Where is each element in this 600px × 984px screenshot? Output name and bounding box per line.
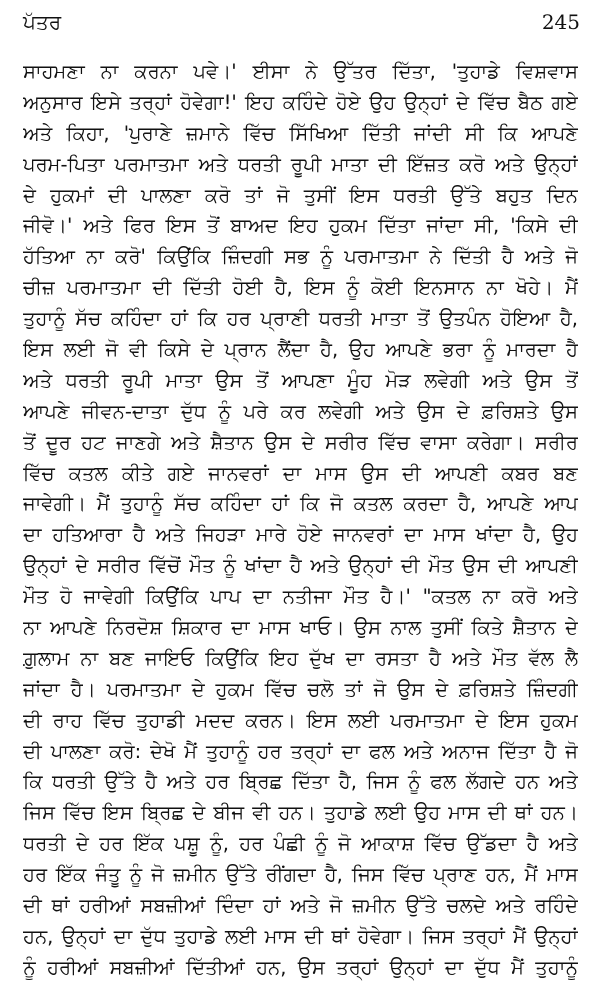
text-line: ਹਨ, ਉਨ੍ਹਾਂ ਦਾ ਦੁੱਧ ਤੁਹਾਡੇ ਲਈ ਮਾਸ ਦੀ ਥਾਂ ਹੋਵੇਗਾ। ਜਿਸ ਤਰ੍ਹਾਂ ਮੈਂ ਉਨ੍ਹਾਂ (23, 924, 578, 948)
text-line: ਅਤੇ ਧਰਤੀ ਰੂਪੀ ਮਾਤਾ ਉਸ ਤੋਂ ਆਪਣਾ ਮੂੰਹ ਮੋੜ ਲਵੇਗੀ ਅਤੇ ਉਸ ਤੋਂ (23, 368, 578, 392)
page-number: 245 (541, 10, 580, 34)
text-line: ਦੀ ਰਾਹ ਵਿੱਚ ਤੁਹਾਡੀ ਮਦਦ ਕਰਨ। ਇਸ ਲਈ ਪਰਮਾਤਮਾ ਦੇ ਇਸ ਹੁਕਮ (23, 708, 578, 732)
text-line: ਜਾਵੇਗੀ। ਮੈਂ ਤੁਹਾਨੂੰ ਸੱਚ ਕਹਿੰਦਾ ਹਾਂ ਕਿ ਜੋ ਕਤਲ ਕਰਦਾ ਹੈ, ਆਪਣੇ ਆਪ (23, 492, 578, 516)
text-line: ਦੀ ਪਾਲਣਾ ਕਰੋ: ਦੇਖੋ ਮੈਂ ਤੁਹਾਨੂੰ ਹਰ ਤਰ੍ਹਾਂ ਦਾ ਫਲ ਅਤੇ ਅਨਾਜ ਦਿੱਤਾ ਹੈ ਜੋ (23, 739, 578, 763)
text-line: ਧਰਤੀ ਦੇ ਹਰ ਇੱਕ ਪਸ਼ੂ ਨੂੰ, ਹਰ ਪੰਛੀ ਨੂੰ ਜੋ ਆਕਾਸ਼ ਵਿੱਚ ਉੱਡਦਾ ਹੈ ਅਤੇ (23, 832, 578, 856)
text-line: ਸਾਹਮਣਾ ਨਾ ਕਰਨਾ ਪਵੇ।' ਈਸਾ ਨੇ ਉੱਤਰ ਦਿੱਤਾ, 'ਤੁਹਾਡੇ ਵਿਸ਼ਵਾਸ (23, 60, 578, 83)
text-line: ਦੇ ਹੁਕਮਾਂ ਦੀ ਪਾਲਣਾ ਕਰੋ ਤਾਂ ਜੋ ਤੁਸੀਂ ਇਸ ਧਰਤੀ ਉੱਤੇ ਬਹੁਤ ਦਿਨ (23, 183, 578, 207)
text-line: ਹਰ ਇੱਕ ਜੰਤੂ ਨੂੰ ਜੋ ਜ਼ਮੀਨ ਉੱਤੇ ਰੀਂਗਦਾ ਹੈ, ਜਿਸ ਵਿੱਚ ਪ੍ਰਾਣ ਹਨ, ਮੈਂ ਮਾਸ (23, 863, 578, 887)
text-line: ਅਨੁਸਾਰ ਇਸੇ ਤਰ੍ਹਾਂ ਹੋਵੇਗਾ!' ਇਹ ਕਹਿੰਦੇ ਹੋਏ ਉਹ ਉਨ੍ਹਾਂ ਦੇ ਵਿੱਚ ਬੈਠ ਗਏ (23, 90, 578, 114)
text-line: ਵਿੱਚ ਕਤਲ ਕੀਤੇ ਗਏ ਜਾਨਵਰਾਂ ਦਾ ਮਾਸ ਉਸ ਦੀ ਆਪਣੀ ਕਬਰ ਬਣ (23, 461, 578, 485)
text-line: ਗ਼ੁਲਾਮ ਨਾ ਬਣ ਜਾਇਓ ਕਿਉਂਕਿ ਇਹ ਦੁੱਖ ਦਾ ਰਸਤਾ ਹੈ ਅਤੇ ਮੌਤ ਵੱਲ ਲੈ (23, 646, 578, 670)
text-line: ਜੀਵੋ।' ਅਤੇ ਫਿਰ ਇਸ ਤੋਂ ਬਾਅਦ ਇਹ ਹੁਕਮ ਦਿੱਤਾ ਜਾਂਦਾ ਸੀ, 'ਕਿਸੇ ਦੀ (23, 214, 578, 238)
text-line: ਇਸ ਲਈ ਜੋ ਵੀ ਕਿਸੇ ਦੇ ਪ੍ਰਾਨ ਲੈਂਦਾ ਹੈ, ਉਹ ਆਪਣੇ ਭਰਾ ਨੂੰ ਮਾਰਦਾ ਹੈ (23, 338, 578, 362)
text-line: ਚੀਜ਼ ਪਰਮਾਤਮਾ ਦੀ ਦਿੱਤੀ ਹੋਈ ਹੈ, ਇਸ ਨੂੰ ਕੋਈ ਇਨਸਾਨ ਨਾ ਖੋਹੇ। ਮੈਂ (23, 276, 578, 300)
text-line: ਦਾ ਹਤਿਆਰਾ ਹੈ ਅਤੇ ਜਿਹੜਾ ਮਾਰੇ ਹੋਏ ਜਾਨਵਰਾਂ ਦਾ ਮਾਸ ਖਾਂਦਾ ਹੈ, ਉਹ (23, 523, 578, 547)
text-line: ਅਤੇ ਕਿਹਾ, 'ਪੁਰਾਣੇ ਜ਼ਮਾਨੇ ਵਿੱਚ ਸਿੱਖਿਆ ਦਿੱਤੀ ਜਾਂਦੀ ਸੀ ਕਿ ਆਪਣੇ (23, 121, 578, 145)
running-head: ਪੱਤਰ (23, 10, 62, 34)
text-line: ਨਾ ਆਪਣੇ ਨਿਰਦੋਸ਼ ਸ਼ਿਕਾਰ ਦਾ ਮਾਸ ਖਾਓ। ਉਸ ਨਾਲ ਤੁਸੀਂ ਕਿਤੇ ਸ਼ੈਤਾਨ ਦੇ (23, 616, 578, 640)
body-text (23, 57, 578, 984)
text-line: ਪਰਮ-ਪਿਤਾ ਪਰਮਾਤਮਾ ਅਤੇ ਧਰਤੀ ਰੂਪੀ ਮਾਤਾ ਦੀ ਇੱਜ਼ਤ ਕਰੋ ਅਤੇ ਉਨ੍ਹਾਂ (23, 152, 578, 176)
text-line: ਜਿਸ ਵਿੱਚ ਇਸ ਬ੍ਰਿਛ ਦੇ ਬੀਜ ਵੀ ਹਨ। ਤੁਹਾਡੇ ਲਈ ਉਹ ਮਾਸ ਦੀ ਥਾਂ ਹਨ। (23, 801, 578, 825)
text-line: ਆਪਣੇ ਜੀਵਨ-ਦਾਤਾ ਦੁੱਧ ਨੂੰ ਪਰੇ ਕਰ ਲਵੇਗੀ ਅਤੇ ਉਸ ਦੇ ਫ਼ਰਿਸ਼ਤੇ ਉਸ (23, 399, 578, 423)
text-line: ਜਾਂਦਾ ਹੈ। ਪਰਮਾਤਮਾ ਦੇ ਹੁਕਮ ਵਿੱਚ ਚਲੋ ਤਾਂ ਜੋ ਉਸ ਦੇ ਫ਼ਰਿਸ਼ਤੇ ਜ਼ਿੰਦਗੀ (23, 677, 578, 701)
text-line: ਹੱਤਿਆ ਨਾ ਕਰੋ' ਕਿਉਂਕਿ ਜ਼ਿੰਦਗੀ ਸਭ ਨੂੰ ਪਰਮਾਤਮਾ ਨੇ ਦਿੱਤੀ ਹੈ ਅਤੇ ਜੋ (23, 245, 578, 269)
text-line: ਨੂੰ ਹਰੀਆਂ ਸਬਜ਼ੀਆਂ ਦਿੱਤੀਆਂ ਹਨ, ਉਸ ਤਰ੍ਹਾਂ ਉਨ੍ਹਾਂ ਦਾ ਦੁੱਧ ਮੈਂ ਤੁਹਾਨੂੰ (23, 955, 578, 979)
text-line: ਕਿ ਧਰਤੀ ਉੱਤੇ ਹੈ ਅਤੇ ਹਰ ਬ੍ਰਿਛ ਦਿੱਤਾ ਹੈ, ਜਿਸ ਨੂੰ ਫਲ ਲੱਗਦੇ ਹਨ ਅਤੇ (23, 770, 578, 794)
text-line: ਮੌਤ ਹੋ ਜਾਵੇਗੀ ਕਿਉਂਕਿ ਪਾਪ ਦਾ ਨਤੀਜਾ ਮੌਤ ਹੈ।' "ਕਤਲ ਨਾ ਕਰੋ ਅਤੇ (23, 585, 578, 609)
text-line: ਦੀ ਥਾਂ ਹਰੀਆਂ ਸਬਜ਼ੀਆਂ ਦਿੰਦਾ ਹਾਂ ਅਤੇ ਜੋ ਜ਼ਮੀਨ ਉੱਤੇ ਚਲਦੇ ਅਤੇ ਰਹਿੰਦੇ (23, 894, 578, 918)
text-line: ਉਨ੍ਹਾਂ ਦੇ ਸਰੀਰ ਵਿੱਚੋਂ ਮੌਤ ਨੂੰ ਖਾਂਦਾ ਹੈ ਅਤੇ ਉਨ੍ਹਾਂ ਦੀ ਮੌਤ ਉਸ ਦੀ ਆਪਣੀ (23, 554, 578, 578)
text-line: ਤੁਹਾਨੂੰ ਸੱਚ ਕਹਿੰਦਾ ਹਾਂ ਕਿ ਹਰ ਪ੍ਰਾਣੀ ਧਰਤੀ ਮਾਤਾ ਤੋਂ ਉਤਪੰਨ ਹੋਇਆ ਹੈ, (23, 307, 578, 331)
text-line: ਤੋਂ ਦੂਰ ਹਟ ਜਾਣਗੇ ਅਤੇ ਸ਼ੈਤਾਨ ਉਸ ਦੇ ਸਰੀਰ ਵਿੱਚ ਵਾਸਾ ਕਰੇਗਾ। ਸਰੀਰ (23, 430, 578, 454)
